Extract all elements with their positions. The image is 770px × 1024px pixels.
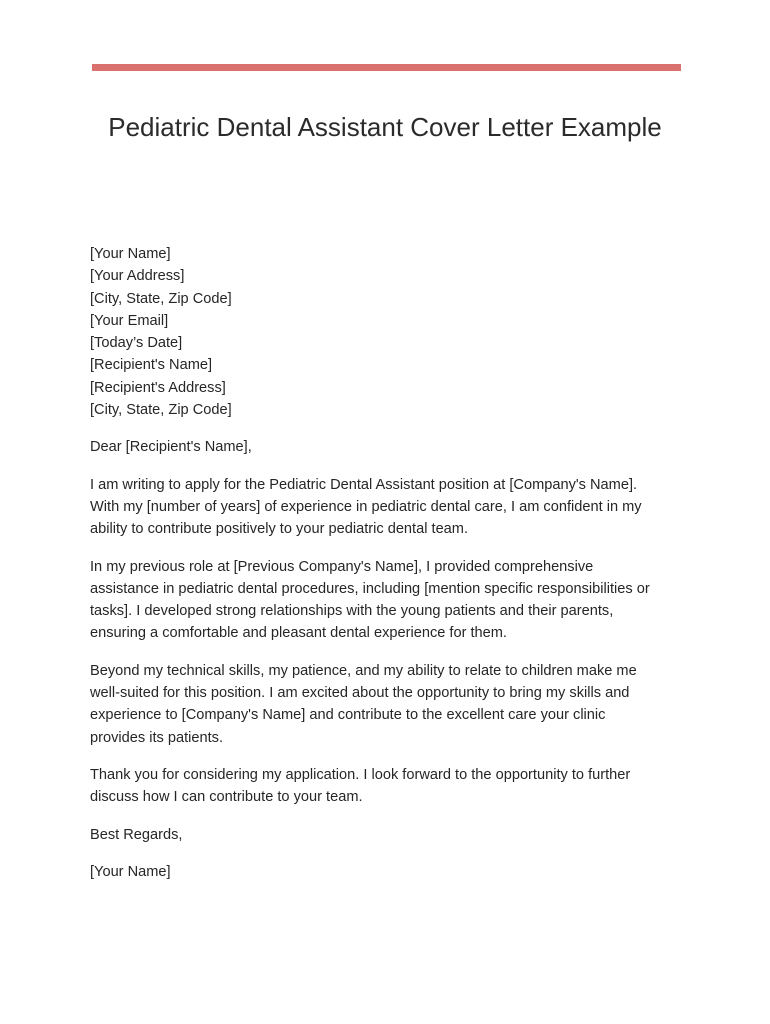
sender-address: [Your Address] [90, 268, 185, 285]
closing: Best Regards, [90, 826, 183, 843]
sender-email: [Your Email] [90, 312, 169, 329]
body-paragraph: Beyond my technical skills, my patience, and my ability to relate to children make me well-suited for this position. I am excited about the opportunity to bring my skills and experience to [Company's Name] and contribute to the excellent care your clinic provides its patients. [90, 662, 637, 746]
recipient-address: [Recipient's Address] [90, 379, 226, 396]
body-paragraph: In my previous role at [Previous Company's Name], I provided comprehensive assistance in pediatric dental procedures, including [mention specific responsibilities or tasks]. I developed strong relationships with the young patients and their parents, ensuring a comfortable and pleasant dental experience for them. [90, 558, 650, 642]
body-paragraph: Thank you for considering my application. I look forward to the opportunity to further discuss how I can contribute to your team. [90, 766, 631, 806]
letter-date: [Today’s Date] [90, 335, 183, 352]
sender-city-state-zip: [City, State, Zip Code] [90, 290, 232, 307]
address-block [90, 243, 650, 421]
signature: [Your Name] [90, 863, 171, 880]
recipient-name: [Recipient's Name] [90, 357, 213, 374]
page-title: Pediatric Dental Assistant Cover Letter Example [108, 112, 662, 142]
body-paragraph: I am writing to apply for the Pediatric Dental Assistant position at [Company's Name]. With my [number of years] of experience in pediatric dental care, I am confident in my ability to contribute positively to your pediatric dental team. [90, 476, 642, 538]
recipient-city-state-zip: [City, State, Zip Code] [90, 402, 232, 419]
salutation: Dear [Recipient's Name], [90, 439, 252, 456]
sender-name: [Your Name] [90, 246, 171, 262]
header-accent-rule [92, 64, 681, 71]
letter-body [90, 243, 650, 883]
